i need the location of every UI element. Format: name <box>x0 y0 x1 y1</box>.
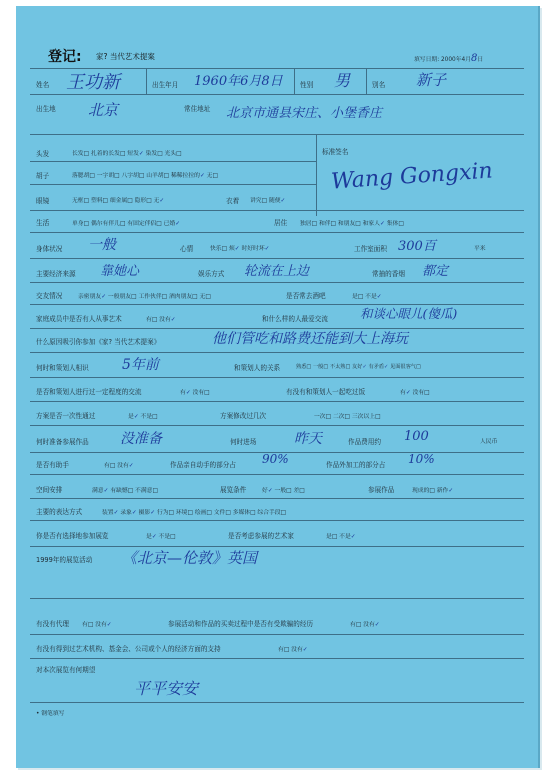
beard-opt-1[interactable]: 一字胡 <box>96 173 115 179</box>
gender-label: 性别 <box>300 81 314 89</box>
life-opt-2[interactable]: 有固定伴侣 <box>127 221 157 227</box>
social-opt-3[interactable]: 酒肉朋友 <box>168 294 193 300</box>
social-label: 交友情况 <box>36 292 63 300</box>
relation-opt-0[interactable]: 熟悉 <box>296 364 307 370</box>
mood-opt-1[interactable]: 烦 <box>228 246 235 252</box>
deceived-opt-no[interactable]: 没有 <box>363 622 375 628</box>
income-value: 靠她心 <box>100 264 140 279</box>
media-opt-4[interactable]: 环境 <box>175 510 188 516</box>
reason-value: 他们管吃和路费还能到大上海玩 <box>212 331 408 347</box>
exhibitions-1999-value: 《北京—伦敦》英国 <box>122 549 258 567</box>
glasses-label: 眼镜 <box>36 197 50 205</box>
hair-opt-long[interactable]: 长发 <box>72 151 84 157</box>
beard-opt-0[interactable]: 落腮胡 <box>72 173 90 179</box>
fill-date-prefix: 填写日期: 2000年4月 <box>414 57 472 63</box>
residence-opt-4[interactable]: 集体 <box>386 221 399 227</box>
beard-opt-5[interactable]: 无 <box>206 173 213 179</box>
plan-revise-opt-0[interactable]: 一次 <box>314 414 326 420</box>
consider-options: 是□ 不是✓ <box>326 534 356 540</box>
life-opt-1[interactable]: 偶尔有伴儿 <box>90 221 120 227</box>
life-opt-0[interactable]: 单身 <box>72 221 84 227</box>
clothes-opt-1[interactable]: 随便 <box>268 198 281 204</box>
prepare-value: 没准备 <box>120 431 162 447</box>
income-label: 主要经济来源 <box>36 270 76 278</box>
address-value: 北京市通县宋庄、小堡香庄 <box>226 106 383 121</box>
glasses-opt-2[interactable]: 细金属 <box>109 198 128 204</box>
meet-time-label: 何时和策划人相识 <box>36 364 89 372</box>
hair-options: 长发□ 扎着的长发□ 短发✓ 染发□ 光头□ <box>72 151 182 157</box>
beard-opt-2[interactable]: 八字胡 <box>121 173 139 179</box>
meal-options: 有✓ 没有□ <box>400 390 430 396</box>
exchange-label: 是否和策划人进行过一定程度的交流 <box>36 388 142 396</box>
hair-opt-dyed[interactable]: 染发 <box>145 151 158 157</box>
exchange-opt-no[interactable]: 没有 <box>192 390 205 396</box>
space-options: 满意✓ 有缺憾□ 不满意□ <box>92 488 158 494</box>
plan-once-options: 是✓ 不是□ <box>128 414 158 420</box>
hair-label: 头发 <box>36 150 50 158</box>
media-opt-5[interactable]: 绘画 <box>194 510 207 516</box>
hair-opt-bald[interactable]: 光头 <box>164 151 177 157</box>
mood-options: 快乐□ 烦✓ 时好时坏✓ <box>210 246 270 252</box>
concern-label: 和什么样的人最爱交流 <box>262 315 328 323</box>
health-label: 身体状况 <box>36 245 63 253</box>
hair-opt-short[interactable]: 短发 <box>127 151 139 157</box>
meal-opt-yes[interactable]: 有 <box>400 390 406 396</box>
birth-value: 1960年6月8日 <box>194 74 283 89</box>
hair-opt-tied[interactable]: 扎着的长发 <box>90 151 120 157</box>
exchange-opt-yes[interactable]: 有 <box>180 390 186 396</box>
cigarette-label: 常抽的香烟 <box>372 270 405 278</box>
name-value: 王功新 <box>66 72 120 93</box>
residence-opt-3[interactable]: 和家人 <box>362 221 381 227</box>
space-opt-0[interactable]: 满意 <box>92 488 104 494</box>
agent-options: 有□ 没有✓ <box>82 622 112 628</box>
support-label: 有没有得到过艺术机构、基金会、公司或个人的经济方面的支持 <box>36 645 221 653</box>
bar-opt-no[interactable]: 不是 <box>365 294 377 300</box>
assistant-label: 是否有助手 <box>36 461 69 469</box>
entertainment-value: 轮流在上边 <box>244 264 310 279</box>
entertainment-label: 娱乐方式 <box>198 270 225 278</box>
meal-opt-no[interactable]: 没有 <box>412 390 425 396</box>
residence-opt-1[interactable]: 和伴 <box>318 221 331 227</box>
plan-revise-opt-2[interactable]: 三次以上 <box>351 414 376 420</box>
relation-opt-4[interactable]: 有矛盾 <box>368 364 385 370</box>
social-opt-1[interactable]: 一般朋友 <box>107 294 132 300</box>
signature-value: Wang Gongxin <box>330 158 494 195</box>
choose-options: 是✓ 不是□ <box>146 534 176 540</box>
birth-label: 出生年月 <box>152 81 179 89</box>
residence-opt-2[interactable]: 和朋友 <box>337 221 356 227</box>
conditions-label: 展览条件 <box>220 486 247 494</box>
studio-value: 300百 <box>398 239 436 254</box>
consider-opt-yes[interactable]: 是 <box>326 534 332 540</box>
consider-label: 是否考虑参展的艺术家 <box>228 532 294 540</box>
life-options: 单身□ 偶尔有伴儿□ 有固定伴侣□ 已婚✓ <box>72 221 181 227</box>
outsource-part-value: 10% <box>408 452 435 466</box>
space-opt-1[interactable]: 有缺憾 <box>110 488 128 494</box>
exhibit-type-opt-0[interactable]: 现成的 <box>412 488 430 494</box>
health-value: 一般 <box>88 237 116 253</box>
media-opt-1[interactable]: 录象 <box>120 510 132 516</box>
life-label: 生活 <box>36 219 50 227</box>
assistant-opt-no[interactable]: 没有 <box>117 463 129 469</box>
studio-label: 工作室面积 <box>354 245 387 253</box>
choose-opt-no[interactable]: 不是 <box>158 534 171 540</box>
birthplace-value: 北京 <box>88 101 119 119</box>
mood-opt-0[interactable]: 快乐 <box>210 246 222 252</box>
residence-opt-0[interactable]: 独居 <box>300 221 312 227</box>
exhibit-type-opt-1[interactable]: 新作 <box>436 488 449 494</box>
fill-date-label <box>414 53 483 64</box>
relation-opt-3[interactable]: 友好 <box>352 364 363 370</box>
address-label: 常住地址 <box>184 105 211 113</box>
cost-unit: 人民币 <box>480 439 498 445</box>
media-opt-2[interactable]: 摄影 <box>138 510 151 516</box>
family-art-opt-yes[interactable]: 有 <box>146 317 152 323</box>
family-art-opt-no[interactable]: 没有 <box>159 317 171 323</box>
relation-label: 和策划人的关系 <box>234 364 281 372</box>
family-art-label: 家庭成员中是否有人从事艺术 <box>36 315 122 323</box>
arrive-label: 何时进场 <box>230 438 257 446</box>
bar-options: 是□ 不是✓ <box>352 294 382 300</box>
exhibit-type-options: 现成的□ 新作✓ <box>412 488 454 494</box>
hope-label: 对本次展览有何期望 <box>36 666 96 674</box>
space-opt-2[interactable]: 不满意 <box>135 488 153 494</box>
residence-label: 居住 <box>274 219 288 227</box>
reason-label: 什么原因吸引你参加《家? 当代艺术提案》 <box>36 338 161 346</box>
plan-once-label: 方案是否一次性通过 <box>36 412 96 420</box>
plan-revise-options: 一次□ 二次□ 三次以上□ <box>314 414 381 420</box>
media-options: 装置✓ 录象✓ 摄影✓ 行为□ 环境□ 绘画□ 文件□ 多媒体□ 综合手段□ <box>102 510 287 516</box>
own-part-label: 作品亲自动手的部分占 <box>170 461 236 469</box>
meet-time-value: 5年前 <box>122 357 159 373</box>
media-opt-7[interactable]: 多媒体 <box>232 510 251 516</box>
conditions-opt-2[interactable]: 差 <box>293 488 300 494</box>
agent-label: 有没有代理 <box>36 620 69 628</box>
alias-label: 别名 <box>372 81 386 89</box>
agent-opt-yes[interactable]: 有 <box>82 622 88 628</box>
media-opt-0[interactable]: 装置 <box>102 510 114 516</box>
plan-revise-opt-1[interactable]: 二次 <box>332 414 345 420</box>
choose-label: 你是否有选择地参加展览 <box>36 532 109 540</box>
assistant-options: 有□ 没有✓ <box>104 463 134 469</box>
conditions-opt-0[interactable]: 好 <box>262 488 268 494</box>
relation-opt-2[interactable]: 不太熟 <box>329 364 346 370</box>
support-options: 有□ 没有✓ <box>278 647 308 653</box>
mood-label: 心情 <box>180 245 194 253</box>
own-part-value: 90% <box>262 452 289 466</box>
social-options: 亲密朋友✓ 一般朋友□ 工作伙伴□ 酒肉朋友□ 无□ <box>78 294 211 300</box>
media-opt-6[interactable]: 文件 <box>213 510 226 516</box>
exchange-options: 有✓ 没有□ <box>180 390 210 396</box>
signature-label: 标准签名 <box>322 148 349 156</box>
prepare-label: 何时准备参展作品 <box>36 438 89 446</box>
deceived-label: 参展活动和作品的买卖过程中是否有受欺骗的经历 <box>168 620 314 628</box>
deceived-opt-yes[interactable]: 有 <box>350 622 356 628</box>
media-opt-8[interactable]: 综合手段 <box>257 510 281 516</box>
mood-opt-2[interactable]: 时好时坏 <box>241 246 265 252</box>
agent-opt-no[interactable]: 没有 <box>95 622 107 628</box>
fill-date-suffix: 日 <box>477 57 484 63</box>
alias-value: 新子 <box>416 71 447 89</box>
life-opt-3[interactable]: 已婚 <box>163 221 176 227</box>
choose-opt-yes[interactable]: 是 <box>146 534 152 540</box>
media-opt-3[interactable]: 行为 <box>156 510 169 516</box>
relation-opt-5[interactable]: 见面很客气 <box>390 364 416 370</box>
social-opt-4[interactable]: 无 <box>199 294 206 300</box>
arrive-value: 昨天 <box>294 431 322 447</box>
plan-once-opt-yes[interactable]: 是 <box>128 414 134 420</box>
family-art-options: 有□ 没有✓ <box>146 317 176 323</box>
cost-label: 作品费用约 <box>348 438 381 446</box>
studio-unit: 平米 <box>474 246 486 252</box>
deceived-options: 有□ 没有✓ <box>350 622 380 628</box>
clothes-label: 衣着 <box>226 197 240 205</box>
social-opt-0[interactable]: 亲密朋友 <box>78 294 102 300</box>
form-title: 登记: <box>48 49 82 65</box>
glasses-opt-1[interactable]: 塑料 <box>90 198 103 204</box>
consider-opt-no[interactable]: 不是 <box>339 534 351 540</box>
media-label: 主要的表达方式 <box>36 508 83 516</box>
bar-label: 是否常去酒吧 <box>286 292 326 300</box>
assistant-opt-yes[interactable]: 有 <box>104 463 110 469</box>
glasses-opt-3[interactable]: 隐形 <box>134 198 147 204</box>
bar-opt-yes[interactable]: 是 <box>352 294 358 300</box>
cost-value: 100 <box>404 429 429 444</box>
hope-value: 平平安安 <box>134 679 199 698</box>
fill-date-day: 8 <box>471 53 478 64</box>
name-label: 姓名 <box>36 81 50 89</box>
plan-once-opt-no[interactable]: 不是 <box>140 414 153 420</box>
space-label: 空间安排 <box>36 486 63 494</box>
beard-opt-3[interactable]: 山羊胡 <box>146 173 164 179</box>
glasses-opt-4[interactable]: 无 <box>153 198 160 204</box>
gender-value: 男 <box>334 71 351 90</box>
glasses-options: 无框□ 塑料□ 细金属□ 隐形□ 无✓ <box>72 198 165 204</box>
beard-options: 落腮胡□ 一字胡□ 八字胡□ 山羊胡□ 稀稀拉拉的✓ 无□ <box>72 173 218 179</box>
glasses-opt-0[interactable]: 无框 <box>72 198 84 204</box>
beard-label: 胡子 <box>36 172 50 180</box>
footnote: • 钢笔填写 <box>36 711 65 717</box>
social-opt-2[interactable]: 工作伙伴 <box>138 294 162 300</box>
conditions-options: 好✓ 一般□ 差□ <box>262 488 305 494</box>
support-opt-yes[interactable]: 有 <box>278 647 284 653</box>
conditions-opt-1[interactable]: 一般 <box>274 488 287 494</box>
relation-options: 熟悉□ 一般□ 不太熟□ 友好✓ 有矛盾✓ 见面很客气□ <box>296 364 421 370</box>
clothes-opt-0[interactable]: 讲究 <box>250 198 262 204</box>
plan-revise-label: 方案修改过几次 <box>220 412 267 420</box>
exhibit-type-label: 参展作品 <box>368 486 395 494</box>
outsource-part-label: 作品外加工的部分占 <box>326 461 386 469</box>
meal-label: 有没有和策划人一起吃过饭 <box>286 388 366 396</box>
relation-opt-1[interactable]: 一般 <box>312 364 324 370</box>
concern-value: 和谈心眼儿(傻瓜) <box>360 306 458 321</box>
clothes-options: 讲究□ 随便✓ <box>250 198 286 204</box>
form-subtitle: 家? 当代艺术提案 <box>96 52 155 61</box>
residence-options: 独居□ 和伴□ 和朋友□ 和家人✓ 集体□ <box>300 221 404 227</box>
cigarette-value: 都定 <box>422 264 449 279</box>
beard-opt-4[interactable]: 稀稀拉拉的 <box>170 173 200 179</box>
support-opt-no[interactable]: 没有 <box>291 647 303 653</box>
exhibitions-1999-label: 1999年的展览活动 <box>36 556 93 564</box>
registration-form <box>16 6 540 768</box>
birthplace-label: 出生地 <box>36 105 56 113</box>
